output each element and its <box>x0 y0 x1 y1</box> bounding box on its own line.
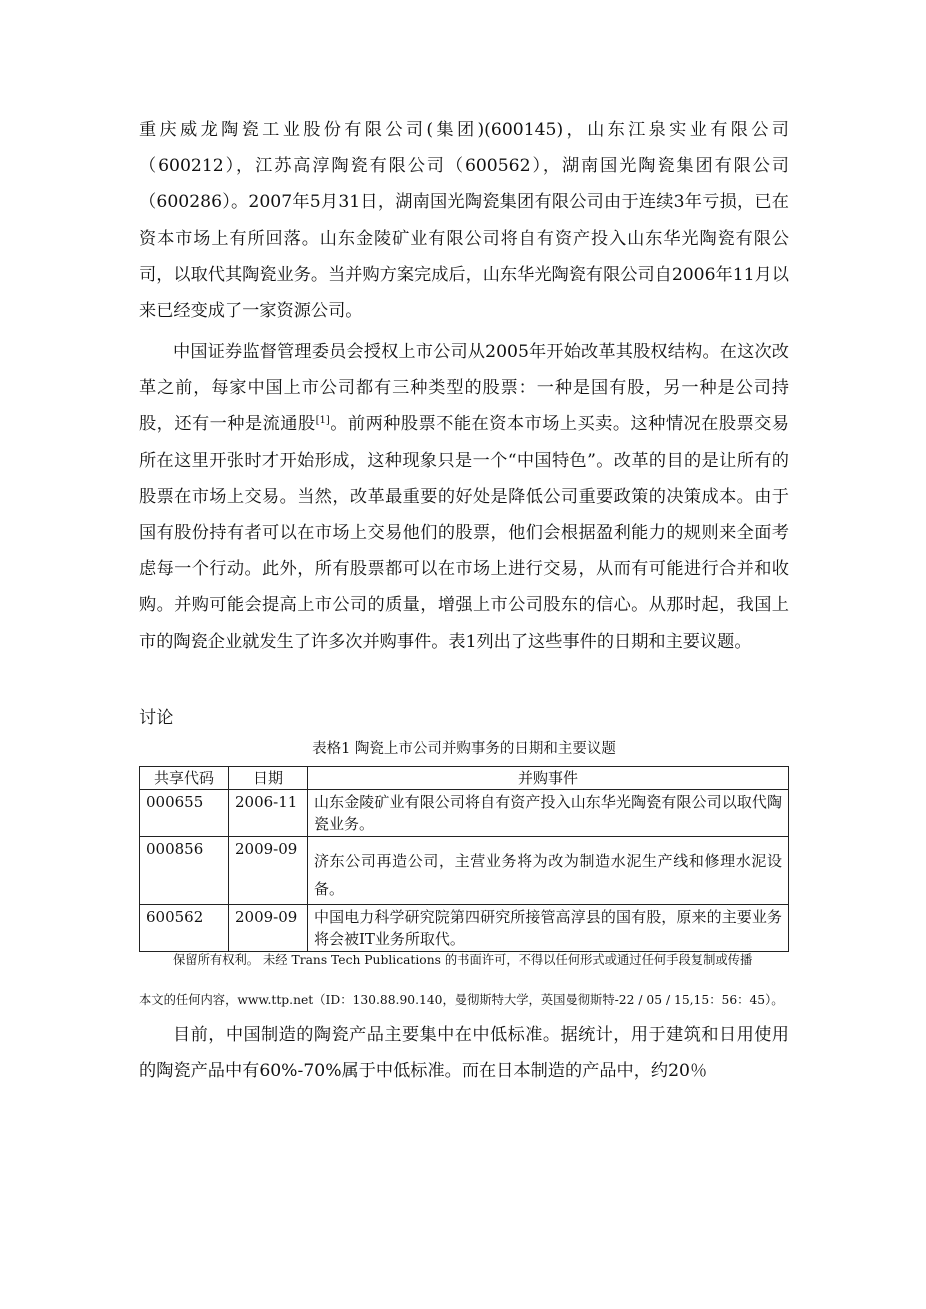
cell-code: 600562 <box>140 905 229 952</box>
header-event: 并购事件 <box>308 767 789 790</box>
cell-code: 000655 <box>140 790 229 837</box>
table-caption: 表格1 陶瓷上市公司并购事务的日期和主要议题 <box>312 741 616 757</box>
copyright-notice <box>139 940 799 1020</box>
cell-event: 山东金陵矿业有限公司将自有资产投入山东华光陶瓷有限公司以取代陶瓷业务。 <box>308 790 789 837</box>
mergers-table <box>139 766 789 952</box>
table-row <box>140 790 789 837</box>
cell-date: 2009-09 <box>229 905 308 952</box>
market-paragraph: 目前，中国制造的陶瓷产品主要集中在中低标准。据统计，用于建筑和日用使用的陶瓷产品中有60%-70%属于中低标准。而在日本制造的产品中，约20％ <box>139 1025 789 1082</box>
table-header-row <box>140 767 789 790</box>
copyright-line-2: 本文的任何内容，www.ttp.net（ID：130.88.90.140，曼彻斯特大学，英国曼彻斯特-22 / 05 / 15,15：56：45）。 <box>139 993 784 1007</box>
cell-event: 中国电力科学研究院第四研究所接管高淳县的国有股，原来的主要业务将会被IT业务所取代。 <box>308 905 789 952</box>
header-date: 日期 <box>229 767 308 790</box>
table-row <box>140 837 789 905</box>
section-heading: 讨论 <box>139 708 174 728</box>
cell-event: 济东公司再造公司，主营业务将为改为制造水泥生产线和修理水泥设备。 <box>308 837 789 905</box>
reform-paragraph-text-a: 中国证券监督管理委员会授权上市公司从2005年开始改革其股权结构。在这次改革之前，每家中国上市公司都有三种类型的股票：一种是国有股，另一种是公司持股，还有一种是流通股 <box>139 342 789 435</box>
reform-paragraph <box>139 334 789 660</box>
cell-date: 2009-09 <box>229 837 308 905</box>
header-code: 共享代码 <box>140 767 229 790</box>
cell-code: 000856 <box>140 837 229 905</box>
intro-paragraph: 重庆威龙陶瓷工业股份有限公司(集团)(600145)，山东江泉实业有限公司（600212），江苏高淳陶瓷有限公司（600562），湖南国光陶瓷集团有限公司（600286）。2007年5月31日，湖南国光陶瓷集团有限公司由于连续3年亏损，已在资本市场上有所回落。山东金陵矿业有限公司将自有资产投入山东华光陶瓷有限公司，以取代其陶瓷业务。当并购方案完成后，山东华光陶瓷有限公司自2006年11月以来已经变成了一家资源公司。 <box>139 120 789 322</box>
reference-marker: [1] <box>315 415 330 427</box>
cell-date: 2006-11 <box>229 790 308 837</box>
copyright-line-1: 保留所有权利。 未经 Trans Tech Publications 的书面许可，不得以任何形式或通过任何手段复制或传播 <box>173 953 753 967</box>
reform-paragraph-text-b: 。前两种股票不能在资本市场上买卖。这种情况在股票交易所在这里开张时才开始形成，这种现象只是一个“中国特色”。改革的目的是让所有的股票在市场上交易。当然，改革最重要的好处是降低公司重要政策的决策成本。由于国有股份持有者可以在市场上交易他们的股票，他们会根据盈利能力的规则来全面考虑每一个行动。此外，所有股票都可以在市场上进行交易，从而有可能进行合并和收购。并购可能会提高上市公司的质量，增强上市公司股东的信心。从那时起，我国上市的陶瓷企业就发生了许多次并购事件。表1列出了这些事件的日期和主要议题。 <box>139 414 789 652</box>
